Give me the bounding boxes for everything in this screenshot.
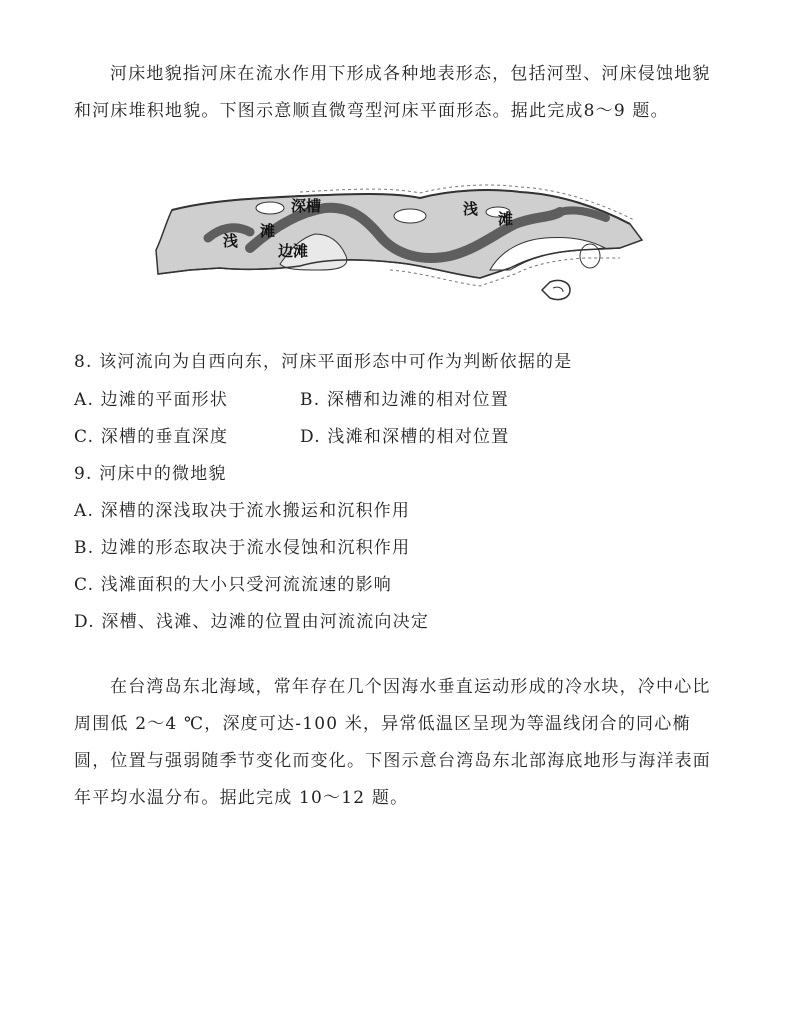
sandbar-2: [394, 209, 426, 223]
label-biantan: 边滩: [278, 242, 309, 260]
sandbar-1: [256, 202, 284, 214]
question-8-option-a: A. 边滩的平面形状: [74, 390, 229, 410]
question-9-option-a: A. 深槽的深浅取决于流水搬运和沉积作用: [74, 501, 411, 521]
label-qiantan-left-1: 浅: [223, 232, 239, 250]
tributary: [542, 280, 570, 299]
label-qiantan-left-2: 滩: [260, 222, 276, 240]
label-shencao: 深槽: [291, 197, 322, 215]
river-bed-figure: [150, 178, 650, 312]
sandbar-4: [580, 244, 600, 268]
question-8-option-d: D. 浅滩和深槽的相对位置: [300, 427, 510, 447]
question-9-stem: 9. 河床中的微地貌: [74, 464, 227, 484]
passage-cold-water: 在台湾岛东北海域，常年存在几个因海水垂直运动形成的冷水块，冷中心比周围低 2～4 ℃，深度可达-100 米，异常低温区呈现为等温线闭合的同心椭圆，位置与强弱随季节变化而变化。下图示意台湾岛东北部海底地形与海洋表面年平均水温分布。据此完成 10～12 题。: [74, 677, 711, 808]
river-bed-diagram: [150, 178, 650, 312]
label-qiantan-right-1: 浅: [463, 200, 479, 218]
label-qiantan-right-2: 滩: [498, 210, 514, 228]
question-8-option-b: B. 深槽和边滩的相对位置: [300, 390, 509, 410]
passage-river-bed: 河床地貌指河床在流水作用下形成各种地表形态，包括河型、河床侵蚀地貌和河床堆积地貌。下图示意顺直微弯型河床平面形态。据此完成8～9 题。: [74, 64, 711, 121]
question-9-option-d: D. 深槽、浅滩、边滩的位置由河流流向决定: [74, 612, 430, 632]
question-8-stem: 8. 该河流向为自西向东，河床平面形态中可作为判断依据的是: [74, 352, 573, 372]
question-9-option-c: C. 浅滩面积的大小只受河流流速的影响: [74, 575, 393, 595]
question-9-option-b: B. 边滩的形态取决于流水侵蚀和沉积作用: [74, 538, 411, 558]
question-8-option-c: C. 深槽的垂直深度: [74, 427, 229, 447]
